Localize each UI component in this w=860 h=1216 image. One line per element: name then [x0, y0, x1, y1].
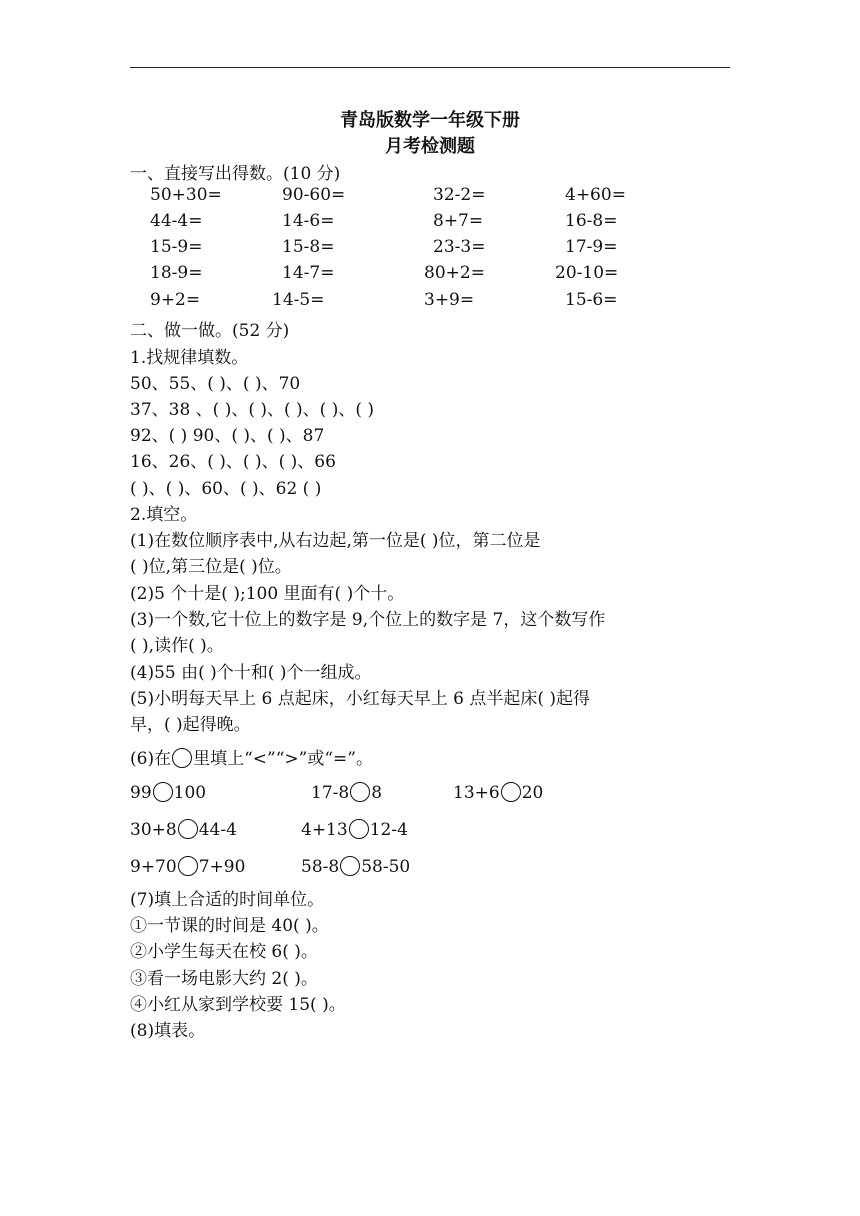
- arith-item: 23-3=: [433, 237, 486, 257]
- circle-icon[interactable]: [501, 782, 521, 802]
- arith-item: 3+9=: [424, 290, 475, 310]
- arith-item: 90-60=: [282, 185, 346, 205]
- arith-item: 16-8=: [565, 211, 618, 231]
- fill-item-1a: (1)在数位顺序表中,从右边起,第一位是( )位，第二位是: [130, 531, 541, 551]
- compare-item: [301, 856, 410, 877]
- compare-item: [130, 782, 206, 803]
- arith-item: 14-5=: [272, 290, 325, 310]
- q1-title: 1.找规律填数。: [130, 348, 249, 368]
- fill-item-4: (4)55 由( )个十和( )个一组成。: [130, 663, 372, 683]
- compare-left: 99: [130, 783, 152, 803]
- arith-item: 80+2=: [424, 263, 485, 283]
- fill-item-5a: (5)小明每天早上 6 点起床，小红每天早上 6 点半起床( )起得: [130, 689, 590, 709]
- circle-icon[interactable]: [178, 856, 198, 876]
- fill-item-6-before: (6)在: [130, 749, 172, 769]
- arith-item: 44-4=: [150, 211, 203, 231]
- fill-item-6: [130, 744, 373, 769]
- header-rule: [130, 67, 730, 68]
- arith-item: 18-9=: [150, 263, 203, 283]
- arith-item: 14-6=: [282, 211, 335, 231]
- arith-item: 9+2=: [150, 290, 201, 310]
- compare-right: 8: [371, 783, 383, 803]
- compare-item: [453, 782, 543, 803]
- arith-item: 15-8=: [282, 237, 335, 257]
- page-title: 青岛版数学一年级下册: [340, 110, 520, 131]
- compare-right: 44-4: [198, 820, 237, 840]
- compare-left: 30+8: [130, 820, 177, 840]
- arith-item: 20-10=: [555, 263, 619, 283]
- time-unit-item: ②小学生每天在校 6( )。: [130, 942, 318, 962]
- fill-item-8: (8)填表。: [130, 1021, 206, 1041]
- compare-item: [301, 819, 408, 840]
- circle-icon[interactable]: [178, 819, 198, 839]
- arith-item: 32-2=: [433, 185, 486, 205]
- compare-right: 7+90: [198, 857, 246, 877]
- compare-item: [130, 856, 245, 877]
- fill-item-1b: ( )位,第三位是( )位。: [130, 557, 292, 577]
- section2-heading: 二、做一做。(52 分): [130, 321, 290, 341]
- fill-item-2: (2)5 个十是( );100 里面有( )个十。: [130, 584, 405, 604]
- pattern-line: 16、26、( )、( )、( )、66: [130, 452, 336, 472]
- q2-title: 2.填空。: [130, 505, 198, 525]
- section1-heading: 一、直接写出得数。(10 分): [130, 164, 341, 184]
- circle-icon[interactable]: [340, 856, 360, 876]
- pattern-line: 50、55、( )、( )、70: [130, 374, 301, 394]
- arith-item: 15-9=: [150, 237, 203, 257]
- arith-item: 15-6=: [565, 290, 618, 310]
- compare-right: 100: [173, 783, 207, 803]
- arith-item: 4+60=: [565, 185, 626, 205]
- circle-icon: [172, 748, 192, 768]
- compare-right: 58-50: [361, 857, 411, 877]
- fill-item-5b: 早，( )起得晚。: [130, 715, 251, 735]
- page-subtitle: 月考检测题: [385, 136, 475, 157]
- compare-left: 4+13: [301, 820, 348, 840]
- time-unit-item: ①一节课的时间是 40( )。: [130, 916, 329, 936]
- arith-item: 50+30=: [150, 185, 222, 205]
- time-unit-item: ③看一场电影大约 2( )。: [130, 969, 318, 989]
- compare-left: 9+70: [130, 857, 177, 877]
- compare-left: 13+6: [453, 783, 500, 803]
- circle-icon[interactable]: [153, 782, 173, 802]
- circle-icon[interactable]: [350, 782, 370, 802]
- time-unit-item: ④小红从家到学校要 15( )。: [130, 995, 346, 1015]
- compare-left: 58-8: [301, 857, 340, 877]
- fill-item-7: (7)填上合适的时间单位。: [130, 890, 325, 910]
- pattern-line: 37、38 、( )、( )、( )、( )、( ): [130, 400, 375, 420]
- circle-icon[interactable]: [349, 819, 369, 839]
- fill-item-3b: ( ),读作( )。: [130, 636, 224, 656]
- fill-item-3a: (3)一个数,它十位上的数字是 9,个位上的数字是 7，这个数写作: [130, 610, 606, 630]
- compare-item: [311, 782, 382, 803]
- arith-item: 8+7=: [433, 211, 484, 231]
- pattern-line: 92、( ) 90、( )、( )、87: [130, 426, 325, 446]
- compare-item: [130, 819, 237, 840]
- compare-left: 17-8: [311, 783, 350, 803]
- arith-item: 17-9=: [565, 237, 618, 257]
- compare-right: 12-4: [369, 820, 408, 840]
- fill-item-6-after: 里填上“<”“>”或“=”。: [193, 749, 373, 769]
- arith-item: 14-7=: [282, 263, 335, 283]
- compare-right: 20: [521, 783, 544, 803]
- pattern-line: ( )、( )、60、( )、62 ( ): [130, 479, 322, 499]
